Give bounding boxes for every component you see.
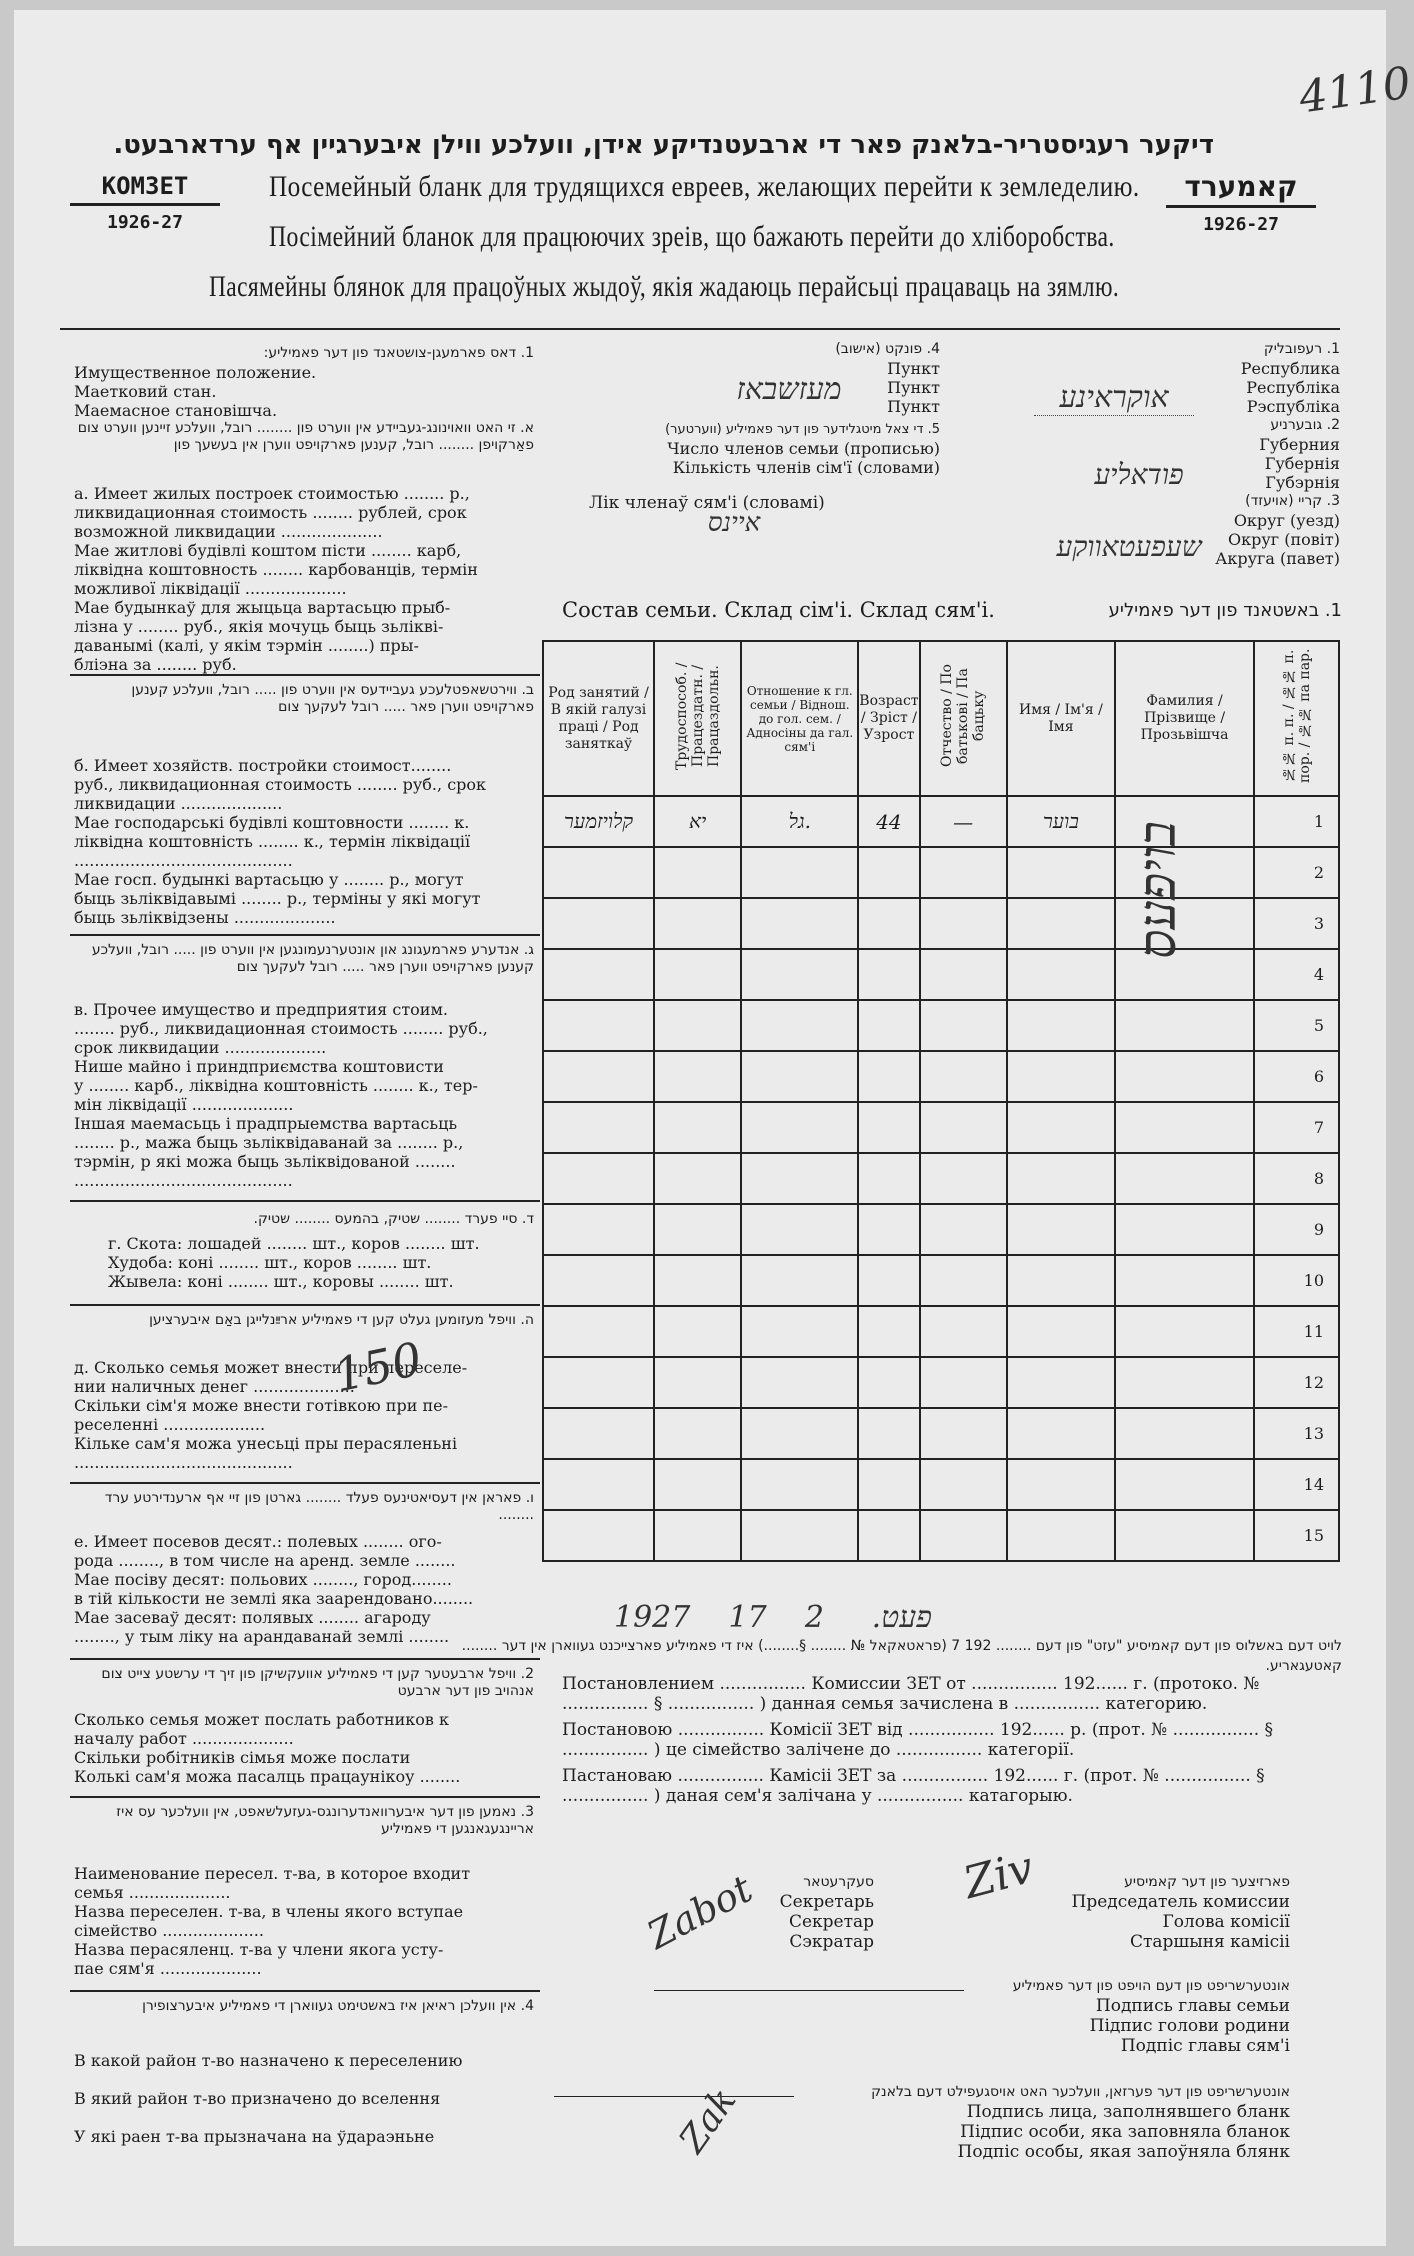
cell-name[interactable] bbox=[1007, 898, 1115, 949]
cell-age[interactable]: 44 bbox=[858, 796, 919, 847]
cell-able[interactable] bbox=[654, 1204, 741, 1255]
form-line: пае сям'я .................... bbox=[74, 1959, 262, 1978]
cell-surname[interactable] bbox=[1115, 1510, 1254, 1561]
cell-occupation[interactable]: קלויזמער bbox=[543, 796, 654, 847]
cell-number: 13 bbox=[1254, 1408, 1339, 1459]
cell-age[interactable] bbox=[858, 949, 919, 1000]
cell-name[interactable] bbox=[1007, 1000, 1115, 1051]
cell-age[interactable] bbox=[858, 847, 919, 898]
family-header-row bbox=[543, 641, 1339, 796]
cell-occupation[interactable] bbox=[543, 1357, 654, 1408]
form-line: началу работ .................... bbox=[74, 1729, 294, 1748]
table-row bbox=[543, 1357, 1339, 1408]
head-block: אונטערשריפט פון דעם הויפט פון דער פאמיליע Подпись главы семьи Підпис голови родини Подпіс главы сям'і bbox=[1012, 1978, 1290, 2056]
form-sheet bbox=[14, 10, 1414, 2246]
cell-number: 7 bbox=[1254, 1102, 1339, 1153]
section-1e-lines bbox=[74, 1358, 534, 1472]
cell-number: 4 bbox=[1254, 949, 1339, 1000]
form-line: семья .................... bbox=[74, 1883, 231, 1902]
cell-able[interactable] bbox=[654, 1306, 741, 1357]
cell-name[interactable] bbox=[1007, 1408, 1115, 1459]
form-line: Колькі сам'я можа пасалць працаунікоу ........ bbox=[74, 1767, 461, 1786]
form-line: Сколько семья может послать работников к bbox=[74, 1710, 449, 1729]
cell-occupation[interactable] bbox=[543, 1153, 654, 1204]
section-1e: ה. וויפל מעזומען געלט קען די פאמיליע ארײַנלייגן באַם איבערציען bbox=[149, 1312, 534, 1328]
komerd-name: קאמערד bbox=[1166, 170, 1316, 208]
cell-number: 12 bbox=[1254, 1357, 1339, 1408]
cell-relation[interactable] bbox=[741, 1102, 858, 1153]
divider-1b bbox=[70, 934, 540, 936]
cell-number: 10 bbox=[1254, 1255, 1339, 1306]
cell-name[interactable] bbox=[1007, 949, 1115, 1000]
section-3: 3. נאמען פון דער איבערוואנדערונגס-געזעלשאפט, אין וועלכער עס איז אריינגעגאנגען די פאמיליע bbox=[116, 1804, 534, 1837]
table-row bbox=[543, 847, 1339, 898]
form-line: срок ликвидации .................... bbox=[74, 1038, 327, 1057]
surname-handwritten[interactable]: בויפעס bbox=[1128, 820, 1189, 960]
cell-name[interactable] bbox=[1007, 1459, 1115, 1510]
form-line: Назва перасяленц. т-ва у члени якога усту- bbox=[74, 1940, 444, 1959]
cell-surname[interactable] bbox=[1115, 1204, 1254, 1255]
form-line: Наименование пересел. т-ва, в которое входит bbox=[74, 1864, 471, 1883]
section-1c: ג. אנדערע פארמעגונג און אונטערנעמונגען אין ווערט פון ..... רובל, וועלכע קענען פארקויפט ווערן פאר ..... רובל לעקעך צום bbox=[91, 942, 534, 975]
komzet-block bbox=[70, 172, 220, 233]
cell-relation[interactable] bbox=[741, 1204, 858, 1255]
table-row bbox=[543, 1153, 1339, 1204]
cell-able[interactable] bbox=[654, 1102, 741, 1153]
col-relation: Отношение к гл. семьи / Віднош. до гол. сем. / Адносіны да гал. сям'і bbox=[741, 641, 858, 796]
cell-age[interactable] bbox=[858, 1153, 919, 1204]
form-line: рода ........, в том числе на аренд. земле ........ bbox=[74, 1551, 456, 1570]
decision-ukrainian: Постановою ................ Комісії ЗЕТ від ................ 192...... р. (прот. № ................ § ................ ) це сімейство залічене до ................ категорії. bbox=[562, 1720, 1274, 1760]
form-line: е. Имеет посевов десят.: полевых ........ ого- bbox=[74, 1532, 442, 1551]
cell-patronymic[interactable] bbox=[920, 1459, 1007, 1510]
cell-patronymic[interactable] bbox=[920, 1255, 1007, 1306]
form-line: д. Сколько семья может внести при переселе- bbox=[74, 1358, 468, 1377]
section-1c-lines bbox=[74, 1000, 534, 1190]
cell-age[interactable] bbox=[858, 1306, 919, 1357]
cell-age[interactable] bbox=[858, 898, 919, 949]
location-punkt: 4. פונקט (אישוב) Пункт Пункт Пункт bbox=[835, 341, 940, 416]
cell-able[interactable] bbox=[654, 1255, 741, 1306]
table-row bbox=[543, 1204, 1339, 1255]
form-line: можливої ліквідації .................... bbox=[74, 579, 347, 598]
section-1: 1. דאס פארמעגן-צושטאנד פון דער פאמיליע: Имущественное положение. Маетковий стан. Маемасное становішча. א. זי האט וואוינונג-געביידע אין ווערט פון ........ רובל, וועלכע זיינען ווערט צום פאַרקויפן ........ רובל, קענען פארקויפט ווערן אין בעשעך פון bbox=[74, 345, 534, 453]
cell-occupation[interactable] bbox=[543, 1408, 654, 1459]
cell-relation[interactable]: גל. bbox=[741, 796, 858, 847]
form-line: У які раен т-ва прызначана на ўдараэньне bbox=[74, 2127, 435, 2146]
form-line: Іншая маемасьць і прадпрыемства вартасьць bbox=[74, 1114, 458, 1133]
divider-1f bbox=[70, 1658, 540, 1660]
form-line: мін ліквідації .................... bbox=[74, 1095, 294, 1114]
cell-age[interactable] bbox=[858, 1204, 919, 1255]
filler-signature[interactable]: Zak bbox=[671, 2080, 745, 2161]
cell-name[interactable] bbox=[1007, 1204, 1115, 1255]
cell-number: 2 bbox=[1254, 847, 1339, 898]
cell-number: 9 bbox=[1254, 1204, 1339, 1255]
secretary-block: סעקרעטאר Секретарь Секретар Сэкратар bbox=[779, 1874, 874, 1952]
form-line: быць зьліквідавымі ........ р., терміны у які могут bbox=[74, 889, 481, 908]
cell-name[interactable] bbox=[1007, 1153, 1115, 1204]
col-patronymic: Отчество / По батькові / Па бацьку bbox=[920, 641, 1007, 796]
decision-handwritten[interactable]: פעט. 2 17 1927 bbox=[614, 1600, 932, 1635]
form-line: Жывела: коні ........ шт., коровы ........ шт. bbox=[108, 1272, 454, 1291]
cell-relation[interactable] bbox=[741, 949, 858, 1000]
table-row bbox=[543, 949, 1339, 1000]
chair-signature[interactable]: Ziv bbox=[958, 1841, 1039, 1910]
decision-yiddish: לויט דעם באשלוס פון דעם קאמיסיע "עזט" פון דעם ........ 192 7 (פראטאקאל № ........ §........) איז די פאמיליע פארצייכנט געווארן אין דער ........ קאטעגאריע. bbox=[461, 1638, 1342, 1674]
cell-relation[interactable] bbox=[741, 1051, 858, 1102]
cell-able[interactable] bbox=[654, 1000, 741, 1051]
divider-1a bbox=[70, 674, 540, 676]
value-republic[interactable]: אוקראינע bbox=[1034, 380, 1194, 416]
form-line: Мае засеваў десят: полявых ........ агароду bbox=[74, 1608, 431, 1627]
cell-name[interactable]: בוער bbox=[1007, 796, 1115, 847]
cell-relation[interactable] bbox=[741, 1408, 858, 1459]
form-line: даванымі (калі, у якім тэрмін ........) пры- bbox=[74, 636, 419, 655]
cell-occupation[interactable] bbox=[543, 1102, 654, 1153]
title-russian: Посемейный бланк для трудящихся евреев, желающих перейти к земледелию. bbox=[269, 170, 1140, 203]
cell-relation[interactable] bbox=[741, 1000, 858, 1051]
cell-number: 5 bbox=[1254, 1000, 1339, 1051]
cell-relation[interactable] bbox=[741, 1510, 858, 1561]
cell-occupation[interactable] bbox=[543, 1000, 654, 1051]
cell-patronymic[interactable] bbox=[920, 1408, 1007, 1459]
divider-3 bbox=[70, 1990, 540, 1992]
cell-patronymic[interactable] bbox=[920, 898, 1007, 949]
value-okrug[interactable]: שעפעטאווקע bbox=[1056, 530, 1202, 563]
handwritten-150[interactable]: 150 bbox=[329, 1331, 427, 1403]
value-members[interactable]: איינס bbox=[707, 508, 761, 538]
form-line: г. Скота: лошадей ........ шт., коров ........ шт. bbox=[108, 1234, 480, 1253]
cell-name[interactable] bbox=[1007, 1357, 1115, 1408]
cell-age[interactable] bbox=[858, 1408, 919, 1459]
cell-relation[interactable] bbox=[741, 847, 858, 898]
cell-number: 14 bbox=[1254, 1459, 1339, 1510]
cell-able[interactable] bbox=[654, 949, 741, 1000]
cell-patronymic[interactable]: — bbox=[920, 796, 1007, 847]
cell-number: 1 bbox=[1254, 796, 1339, 847]
cell-occupation[interactable] bbox=[543, 1459, 654, 1510]
form-line: возможной ликвидации .................... bbox=[74, 522, 383, 541]
cell-relation[interactable] bbox=[741, 1357, 858, 1408]
cell-patronymic[interactable] bbox=[920, 847, 1007, 898]
col-able: Трудоспособ. / Працездатн. / Працаздольн. bbox=[654, 641, 741, 796]
family-table bbox=[542, 640, 1340, 1562]
form-line: Мае посіву десят: польових ........, город........ bbox=[74, 1570, 452, 1589]
cell-occupation[interactable] bbox=[543, 1306, 654, 1357]
table-row bbox=[543, 1000, 1339, 1051]
cell-relation[interactable] bbox=[741, 1459, 858, 1510]
form-line: ликвидации .................... bbox=[74, 794, 283, 813]
cell-able[interactable]: יא bbox=[654, 796, 741, 847]
col-name: Имя / Ім'я / Імя bbox=[1007, 641, 1115, 796]
cell-name[interactable] bbox=[1007, 1510, 1115, 1561]
cell-surname[interactable] bbox=[1115, 1459, 1254, 1510]
cell-patronymic[interactable] bbox=[920, 1153, 1007, 1204]
form-line: Нише майно і приндприємства коштовисти bbox=[74, 1057, 444, 1076]
cell-occupation[interactable] bbox=[543, 898, 654, 949]
form-line: ........ р., мажа быць зьліквідаванай за ........ р., bbox=[74, 1133, 464, 1152]
filler-block: אונטערשריפט פון דער פערזאן, וועלכער האט אויסגעפילט דעם בלאנק Подпись лица, заполнявшего бланк Підпис особи, яка заповняла бланок Подпіс особы, якая запоўняла блянк bbox=[871, 2084, 1290, 2162]
cell-relation[interactable] bbox=[741, 898, 858, 949]
cell-age[interactable] bbox=[858, 1051, 919, 1102]
section-3-lines bbox=[74, 1864, 534, 1978]
section-1f-lines bbox=[74, 1532, 534, 1646]
cell-patronymic[interactable] bbox=[920, 1051, 1007, 1102]
cell-surname[interactable] bbox=[1115, 1000, 1254, 1051]
archive-number: 4110 bbox=[1295, 57, 1414, 124]
cell-age[interactable] bbox=[858, 1510, 919, 1561]
form-line: Скільки робітників сімья може послати bbox=[74, 1748, 411, 1767]
form-line: ........, у тым ліку на арандаванай землі ........ bbox=[74, 1627, 450, 1646]
komerd-year: 1926-27 bbox=[1203, 214, 1279, 235]
cell-occupation[interactable] bbox=[543, 847, 654, 898]
divider-1e bbox=[70, 1482, 540, 1484]
cell-able[interactable] bbox=[654, 1357, 741, 1408]
location-members: 5. די צאל מיטגלידער פון דער פאמיליע (ווערטער) Число членов семьи (прописью) Кількість членів сім'ї (словами) bbox=[665, 422, 940, 477]
col-age: Возраст / Зріст / Узрост bbox=[858, 641, 919, 796]
chair-block: פארזיצער פון דער קאמיסיע Председатель комиссии Голова комісії Старшыня камісіі bbox=[1071, 1874, 1290, 1952]
cell-patronymic[interactable] bbox=[920, 1306, 1007, 1357]
cell-relation[interactable] bbox=[741, 1153, 858, 1204]
cell-patronymic[interactable] bbox=[920, 1357, 1007, 1408]
col-surname: Фамилия / Прізвище / Прозьвішча bbox=[1115, 641, 1254, 796]
cell-name[interactable] bbox=[1007, 1306, 1115, 1357]
cell-able[interactable] bbox=[654, 898, 741, 949]
form-line: быць зьліквідзены .................... bbox=[74, 908, 336, 927]
cell-age[interactable] bbox=[858, 1357, 919, 1408]
table-row bbox=[543, 1051, 1339, 1102]
cell-able[interactable] bbox=[654, 1051, 741, 1102]
form-line: ........................................... bbox=[74, 851, 293, 870]
title-belarusian: Пасямейны блянок для працоўных жыдоў, якія жадаюць перайсьці працаваць на зямлю. bbox=[209, 270, 1120, 303]
decision-russian: Постановлением ................ Комиссии ЗЕТ от ................ 192...... г. (протоко. № ................ § ................ ) данная семья зачислена в ................ категорию. bbox=[562, 1674, 1260, 1714]
value-gubernia[interactable]: פודאליע bbox=[1094, 458, 1184, 491]
form-line: Мае будынкаў для жыцьца вартасьцю прыб- bbox=[74, 598, 451, 617]
form-line: ........................................... bbox=[74, 1453, 293, 1472]
family-heading: Состав семьи. Склад сім'і. Склад сям'і. 1. באשטאנד פון דער פאמיליע bbox=[562, 598, 1342, 622]
section-1f: ו. פאראן אין דעסיאטינעס פעלד ........ גארטן פון זיי אף ארענדירטע ערד ........ bbox=[104, 1490, 534, 1523]
cell-surname[interactable] bbox=[1115, 1357, 1254, 1408]
title-ukrainian: Посімейний бланок для працюючих зреів, що бажають перейти до хліборобства. bbox=[269, 220, 1115, 253]
cell-occupation[interactable] bbox=[543, 1051, 654, 1102]
section-1b: ב. ווירטשאפטלעכע געביידעס אין ווערט פון ..... רובל, וועלכע קענען פארקויפט ווערן פאר ..... רובל לעקעך צום bbox=[131, 682, 534, 715]
value-punkt[interactable]: מעזשבאז bbox=[736, 372, 842, 407]
form-line: нии наличных денег .................... bbox=[74, 1377, 355, 1396]
cell-occupation[interactable] bbox=[543, 1510, 654, 1561]
form-line: ........................................... bbox=[74, 1171, 293, 1190]
section-1b-lines bbox=[74, 756, 534, 927]
form-line: б. Имеет хозяйств. постройки стоимост........ bbox=[74, 756, 452, 775]
decision-belarusian: Пастановаю ................ Камісіі ЗЕТ за ................ 192...... г. (прот. № ................ § ................ ) даная сем'я залічана у ................ катагорыю. bbox=[562, 1766, 1265, 1806]
form-line: Худоба: коні ........ шт., коров ........ шт. bbox=[108, 1253, 432, 1272]
cell-able[interactable] bbox=[654, 1510, 741, 1561]
secretary-signature[interactable]: Zabot bbox=[640, 1866, 760, 1958]
form-line: Скільки сім'я може внести готівкою при пе- bbox=[74, 1396, 448, 1415]
col-occupation: Род занятий / В якій галузі праці / Род заняткаў bbox=[543, 641, 654, 796]
divider-1d bbox=[70, 1304, 540, 1306]
divider-2 bbox=[70, 1796, 540, 1798]
form-line: в тій кількости не землі яка заарендовано........ bbox=[74, 1589, 474, 1608]
section-4-lines bbox=[74, 2042, 534, 2156]
table-row bbox=[543, 1255, 1339, 1306]
cell-able[interactable] bbox=[654, 847, 741, 898]
section-1a bbox=[74, 484, 534, 674]
cell-number: 6 bbox=[1254, 1051, 1339, 1102]
form-line: В який район т-во призначено до вселення bbox=[74, 2089, 441, 2108]
form-line: лізна у ........ руб., якія мочуць быць зьлікві- bbox=[74, 617, 444, 636]
form-line: а. Имеет жилых построек стоимостью ........ р., bbox=[74, 484, 470, 503]
komerd-block bbox=[1166, 170, 1316, 235]
form-line: Мае житлові будівлі коштом пісти ........ карб, bbox=[74, 541, 462, 560]
cell-patronymic[interactable] bbox=[920, 1204, 1007, 1255]
section-2: 2. וויפל ארבעטער קען די פאמיליע אוועקשיקן פון זיך די ערשטע צייט צום אנהויב פון דער ארבעט bbox=[101, 1666, 534, 1699]
header-divider bbox=[60, 328, 1340, 330]
form-line: Мае господарські будівлі коштовности ........ к. bbox=[74, 813, 470, 832]
form-line: ліквідна коштовність ........ к., термін ліквідації bbox=[74, 832, 471, 851]
cell-number: 3 bbox=[1254, 898, 1339, 949]
cell-surname[interactable] bbox=[1115, 1102, 1254, 1153]
table-row bbox=[543, 796, 1339, 847]
cell-relation[interactable] bbox=[741, 1306, 858, 1357]
cell-surname[interactable] bbox=[1115, 1408, 1254, 1459]
section-1d: ד. סיי פערד ........ שטיק, בהמעס ........ שטיק. bbox=[253, 1211, 534, 1227]
form-line: Назва переселен. т-ва, в члены якого вступае bbox=[74, 1902, 464, 1921]
cell-occupation[interactable] bbox=[543, 949, 654, 1000]
cell-patronymic[interactable] bbox=[920, 1510, 1007, 1561]
cell-name[interactable] bbox=[1007, 1051, 1115, 1102]
divider-1c bbox=[70, 1200, 540, 1202]
form-line: сімейство .................... bbox=[74, 1921, 264, 1940]
cell-surname[interactable] bbox=[1115, 1153, 1254, 1204]
cell-name[interactable] bbox=[1007, 847, 1115, 898]
form-line: у ........ карб., ліквідна коштовність ........ к., тер- bbox=[74, 1076, 478, 1095]
yiddish-title: דיקער רעגיסטריר-בלאנק פאר די ארבעטנדיקע אידן, וועלכע ווילן איבערגיין אף ערדארבעט. bbox=[113, 130, 1214, 160]
cell-patronymic[interactable] bbox=[920, 1000, 1007, 1051]
form-line: ........ руб., ликвидационная стоимость ........ руб., bbox=[74, 1019, 488, 1038]
section-1d-lines bbox=[108, 1234, 568, 1291]
cell-name[interactable] bbox=[1007, 1102, 1115, 1153]
cell-age[interactable] bbox=[858, 1000, 919, 1051]
cell-number: 8 bbox=[1254, 1153, 1339, 1204]
cell-name[interactable] bbox=[1007, 1255, 1115, 1306]
cell-patronymic[interactable] bbox=[920, 1102, 1007, 1153]
cell-surname[interactable] bbox=[1115, 1051, 1254, 1102]
form-line: Мае госп. будынкі вартасьцю у ........ р., могут bbox=[74, 870, 464, 889]
cell-number: 11 bbox=[1254, 1306, 1339, 1357]
cell-age[interactable] bbox=[858, 1255, 919, 1306]
cell-able[interactable] bbox=[654, 1153, 741, 1204]
form-line: тэрмін, р які можа быць зьліквідованой ........ bbox=[74, 1152, 456, 1171]
form-line: бліэна за ........ руб. bbox=[74, 655, 237, 674]
komzet-year: 1926-27 bbox=[107, 212, 183, 233]
cell-relation[interactable] bbox=[741, 1255, 858, 1306]
form-line: В какой район т-во назначено к переселению bbox=[74, 2051, 463, 2070]
table-row bbox=[543, 1459, 1339, 1510]
cell-able[interactable] bbox=[654, 1408, 741, 1459]
cell-age[interactable] bbox=[858, 1459, 919, 1510]
cell-patronymic[interactable] bbox=[920, 949, 1007, 1000]
form-line: Кільке сам'я можа унесьці пры перасяленьні bbox=[74, 1434, 458, 1453]
members-by-label: Лік членаў сям'і (словамі) bbox=[589, 493, 825, 513]
cell-able[interactable] bbox=[654, 1459, 741, 1510]
form-line: ликвидационная стоимость ........ рублей, срок bbox=[74, 503, 467, 522]
location-republic: 1. רעפובליק Республика Республіка Рэспубліка 2. גובערניע Губерния Губернія Губэрнія 3. קריי (אויעזד) Округ (уезд) Округ (повіт) Акруга (павет) bbox=[1215, 341, 1340, 568]
form-line: реселенні .................... bbox=[74, 1415, 266, 1434]
form-line: в. Прочее имущество и предприятия стоим. bbox=[74, 1000, 448, 1019]
section-2-lines bbox=[74, 1710, 534, 1786]
cell-surname[interactable] bbox=[1115, 1306, 1254, 1357]
table-row bbox=[543, 1408, 1339, 1459]
col-number: №№ п. п. / №№ п. пор. / №№ па пар. bbox=[1254, 641, 1339, 796]
form-line: руб., ликвидационная стоимость ........ руб., срок bbox=[74, 775, 487, 794]
cell-surname[interactable] bbox=[1115, 1255, 1254, 1306]
komzet-name: КОМЗЕТ bbox=[70, 172, 220, 206]
table-row bbox=[543, 1510, 1339, 1561]
cell-number: 15 bbox=[1254, 1510, 1339, 1561]
form-line: ліквідна коштовность ........ карбованців, термін bbox=[74, 560, 478, 579]
table-row bbox=[543, 1306, 1339, 1357]
section-4: 4. אין וועלכן ראיאן איז באשטימט געווארן די פאמיליע איבערצופירן bbox=[142, 1998, 534, 2014]
cell-age[interactable] bbox=[858, 1102, 919, 1153]
table-row bbox=[543, 898, 1339, 949]
table-row bbox=[543, 1102, 1339, 1153]
